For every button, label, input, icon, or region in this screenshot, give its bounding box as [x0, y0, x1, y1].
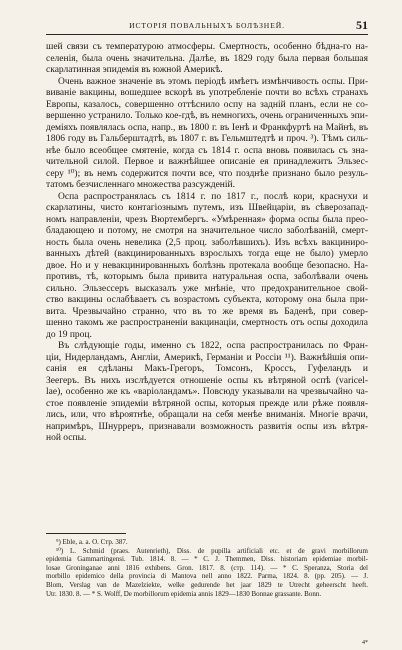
text-line: татомъ безчисленнаго множества разсужденій.: [46, 180, 235, 190]
text-line: ной оспы.: [46, 433, 87, 443]
body-text: [46, 42, 368, 445]
text-line: вершенно устранило. Только кое-гдѣ, въ немногихъ, очень ограниченныхъ эпи-: [46, 111, 368, 121]
text-line: до 19 проц.: [46, 329, 92, 340]
text-line: скарлатинная эпидемія въ южной Америкѣ.: [46, 65, 223, 75]
running-title: ИСТОРІЯ ПОВАЛЬНЫХЪ БОЛѢЗНЕЙ.: [129, 21, 285, 30]
text-line: 1806 году въ Гальберштадтѣ, въ 1807 г. въ Гельмштедтѣ и проч. ³). Тѣмъ силь-: [46, 134, 368, 144]
text-line: серу ¹⁰); въ немъ содержится почти все, что позднѣе признано было резуль-: [46, 168, 368, 179]
text-line: противъ, тѣ, которымъ была привита натуральная оспа, заболѣвали очень: [46, 272, 368, 282]
footnote-line: epidemia Gammartingensi. Tub. 1814. 8. — * C. J. Themmen, Diss. historiam epidemiae morbil-: [46, 555, 368, 564]
text-line: номъ направленіи, чрезъ Вюртембергъ. «Умѣренная» форма оспы была прео-: [46, 214, 368, 225]
text-line: бладающею и потому, не смотря на значительное число заболѣваній, смерт-: [46, 226, 368, 236]
text-line: Зеегеръ. Въ нихъ изслѣдуется отношеніе оспы къ вѣтряной оспѣ (varicel-: [46, 375, 368, 386]
text-line: селенія, была очень значительна. Далѣе, въ 1829 году была первая большая: [46, 53, 368, 64]
text-line: вита. Чрезвычайно странно, что въ то же время въ Баденѣ, при совер-: [46, 306, 368, 317]
text-line: стое появленіе эпидеміи вѣтряной оспы, которыя прежде или рѣже появля-: [46, 398, 368, 409]
text-line: Очень важное значеніе въ этомъ періодѣ имѣетъ измѣнчивость оспы. При-: [58, 76, 368, 87]
running-header: [46, 20, 368, 40]
text-line: деміяхъ появлялась оспа, напр., въ 1800 г. въ Іенѣ и Франкфуртѣ на Майнѣ, въ: [46, 122, 368, 133]
signature-mark: 4*: [362, 640, 368, 646]
text-line: шей связи съ температурою атмосферы. Смертность, особенно бѣдна-го на-: [46, 42, 368, 52]
text-line: нѣе было всеобщее смятеніе, когда съ 1814 г. оспа вновь появилась съ зна-: [46, 145, 368, 156]
text-line: Оспа распространялась съ 1814 г. по 1817 г., послѣ кори, краснухи и: [58, 191, 368, 202]
footnote-separator: [46, 533, 126, 534]
text-line: ство вакцины ослабѣваетъ съ возрастомъ субъекта, которому она была при-: [46, 295, 368, 305]
footnote-line: losae Groninganae anni 1816 exhibens. Gron. 1817. 8. (стр. 114). — * C. Speranza, Storia del: [46, 563, 368, 572]
text-line: виваніе вакцины, вошедшее вскорѣ въ употребленіе почти во всѣхъ странахъ: [46, 88, 368, 98]
footnote-line: Blom, Verslag van de Mazelziekte, welke gedurende het jaar 1829 te Utrecht geheerscht heeft.: [46, 580, 368, 589]
text-line: lae), особенно же къ «варіоландамъ». Повсюду указывали на чрезвычайно ча-: [46, 387, 368, 397]
footnote-line: ¹⁰) L. Schmid (praes. Autenrieth), Diss. de pupilla artificiali etc. et de gravi morbillorum: [56, 546, 368, 555]
text-line: Европы, казалось, совершенно оттѣснило оспу на задній планъ, если не со-: [46, 99, 368, 110]
text-line: лись, или, что вѣроятнѣе, обращали на себя менѣе вниманія. Многіе врачи,: [46, 410, 368, 420]
text-line: ность была очень невелика (2,5 проц. заболѣвшихъ). Изъ всѣхъ вакциниро-: [46, 237, 368, 248]
footnote-line: morbillo epidemico della provincia di Mantova nell anno 1822. Parma, 1824. 8. (pp. 205). — J.: [46, 572, 368, 581]
text-line: Въ слѣдующіе годы, именно съ 1822, оспа распространилась по Фран-: [58, 341, 368, 351]
text-line: напримѣръ, Шнурреръ, признавали возможность развитія оспы изъ вѣтря-: [46, 421, 368, 432]
text-line: сильно. Эльзессеръ высказалъ уже мнѣніе, что предохранительное свой-: [46, 283, 368, 294]
page-number: 51: [356, 18, 368, 32]
text-line: чительной силой. Первое и важнѣйшее описаніе ея принадлежитъ Эльзес-: [46, 157, 368, 167]
text-line: ціи, Нидерландамъ, Англіи, Америкѣ, Германіи и Россіи ¹¹). Важнѣйшія опи-: [46, 352, 368, 363]
footnote-line: Utr. 1830. 8. — * S. Wolff, De morbillorum epidemia annis 1829—1830 Bonnae grassante. Bonn.: [46, 589, 322, 598]
text-line: скарлатины, чисто контагіознымъ путемъ, изъ Швейцаріи, въ сѣверозапад-: [46, 203, 368, 213]
footnote-line: ⁹) Eble, a. a. O. Стр. 387.: [56, 538, 128, 546]
text-line: шенно такомъ же распространеніи вакцинаціи, смертность отъ оспы доходила: [46, 318, 368, 328]
text-line: санія ея сдѣланы Макъ-Грегоръ, Томсонъ, Кроссъ, Гуфеландъ и: [46, 364, 368, 374]
header-rule: [46, 34, 368, 35]
text-line: ванныхъ дѣтей (вакцинированныхъ взрослыхъ тогда еще не было) умерло: [46, 249, 368, 259]
text-line: двое. Но и у невакцинированныхъ болѣзнь протекала вообще безопасно. На-: [46, 260, 368, 271]
footnotes: [46, 538, 368, 598]
